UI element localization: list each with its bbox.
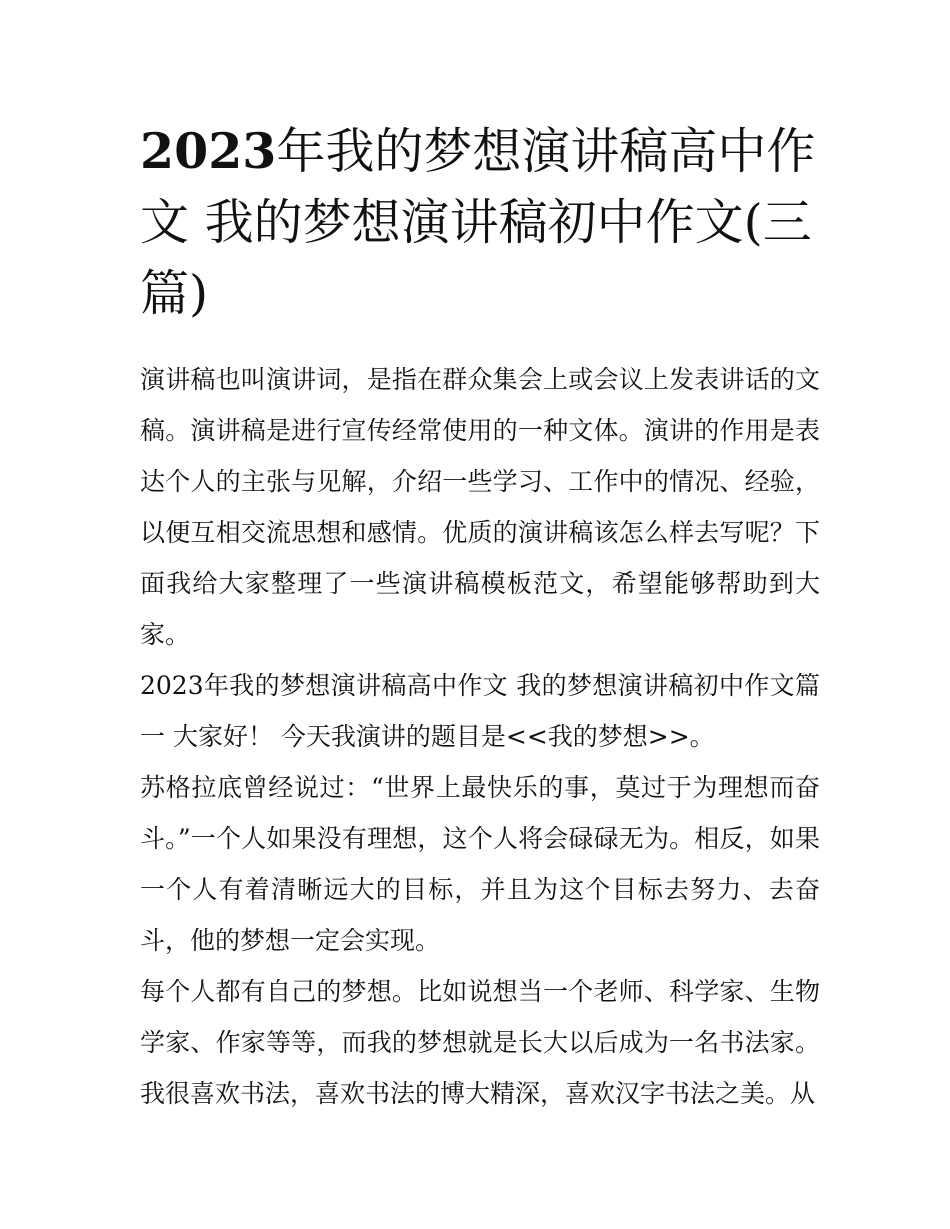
paragraph-socrates: 苏格拉底曾经说过：“世界上最快乐的事，莫过于为理想而奋斗。”一个人如果没有理想，这个人将会碌碌无为。相反，如果一个人有着清晰远大的目标，并且为这个目标去努力、去奋斗，他的梦想一定会实现。 — [140, 773, 820, 955]
document-title — [140, 116, 820, 329]
title-year: 2023 — [140, 122, 277, 180]
paragraph-dream: 每个人都有自己的梦想。比如说想当一个老师、科学家、生物学家、作家等等，而我的梦想就是长大以后成为一名书法家。我很喜欢书法，喜欢书法的博大精深，喜欢汉字书法之美。从 — [140, 977, 820, 1108]
paragraph-heading-one: 2023年我的梦想演讲稿高中作文 我的梦想演讲稿初中作文篇一 大家好！ 今天我演讲的题目是<<我的梦想>>。 — [140, 671, 820, 751]
document-body — [140, 354, 820, 1119]
title-text: 年我的梦想演讲稿高中作文 我的梦想演讲稿初中作文(三篇) — [140, 123, 816, 322]
paragraph-intro: 演讲稿也叫演讲词，是指在群众集会上或会议上发表讲话的文稿。演讲稿是进行宣传经常使用的一种文体。演讲的作用是表达个人的主张与见解，介绍一些学习、工作中的情况、经验，以便互相交流思想和感情。优质的演讲稿该怎么样去写呢？下面我给大家整理了一些演讲稿模板范文，希望能够帮助到大家。 — [140, 365, 820, 649]
